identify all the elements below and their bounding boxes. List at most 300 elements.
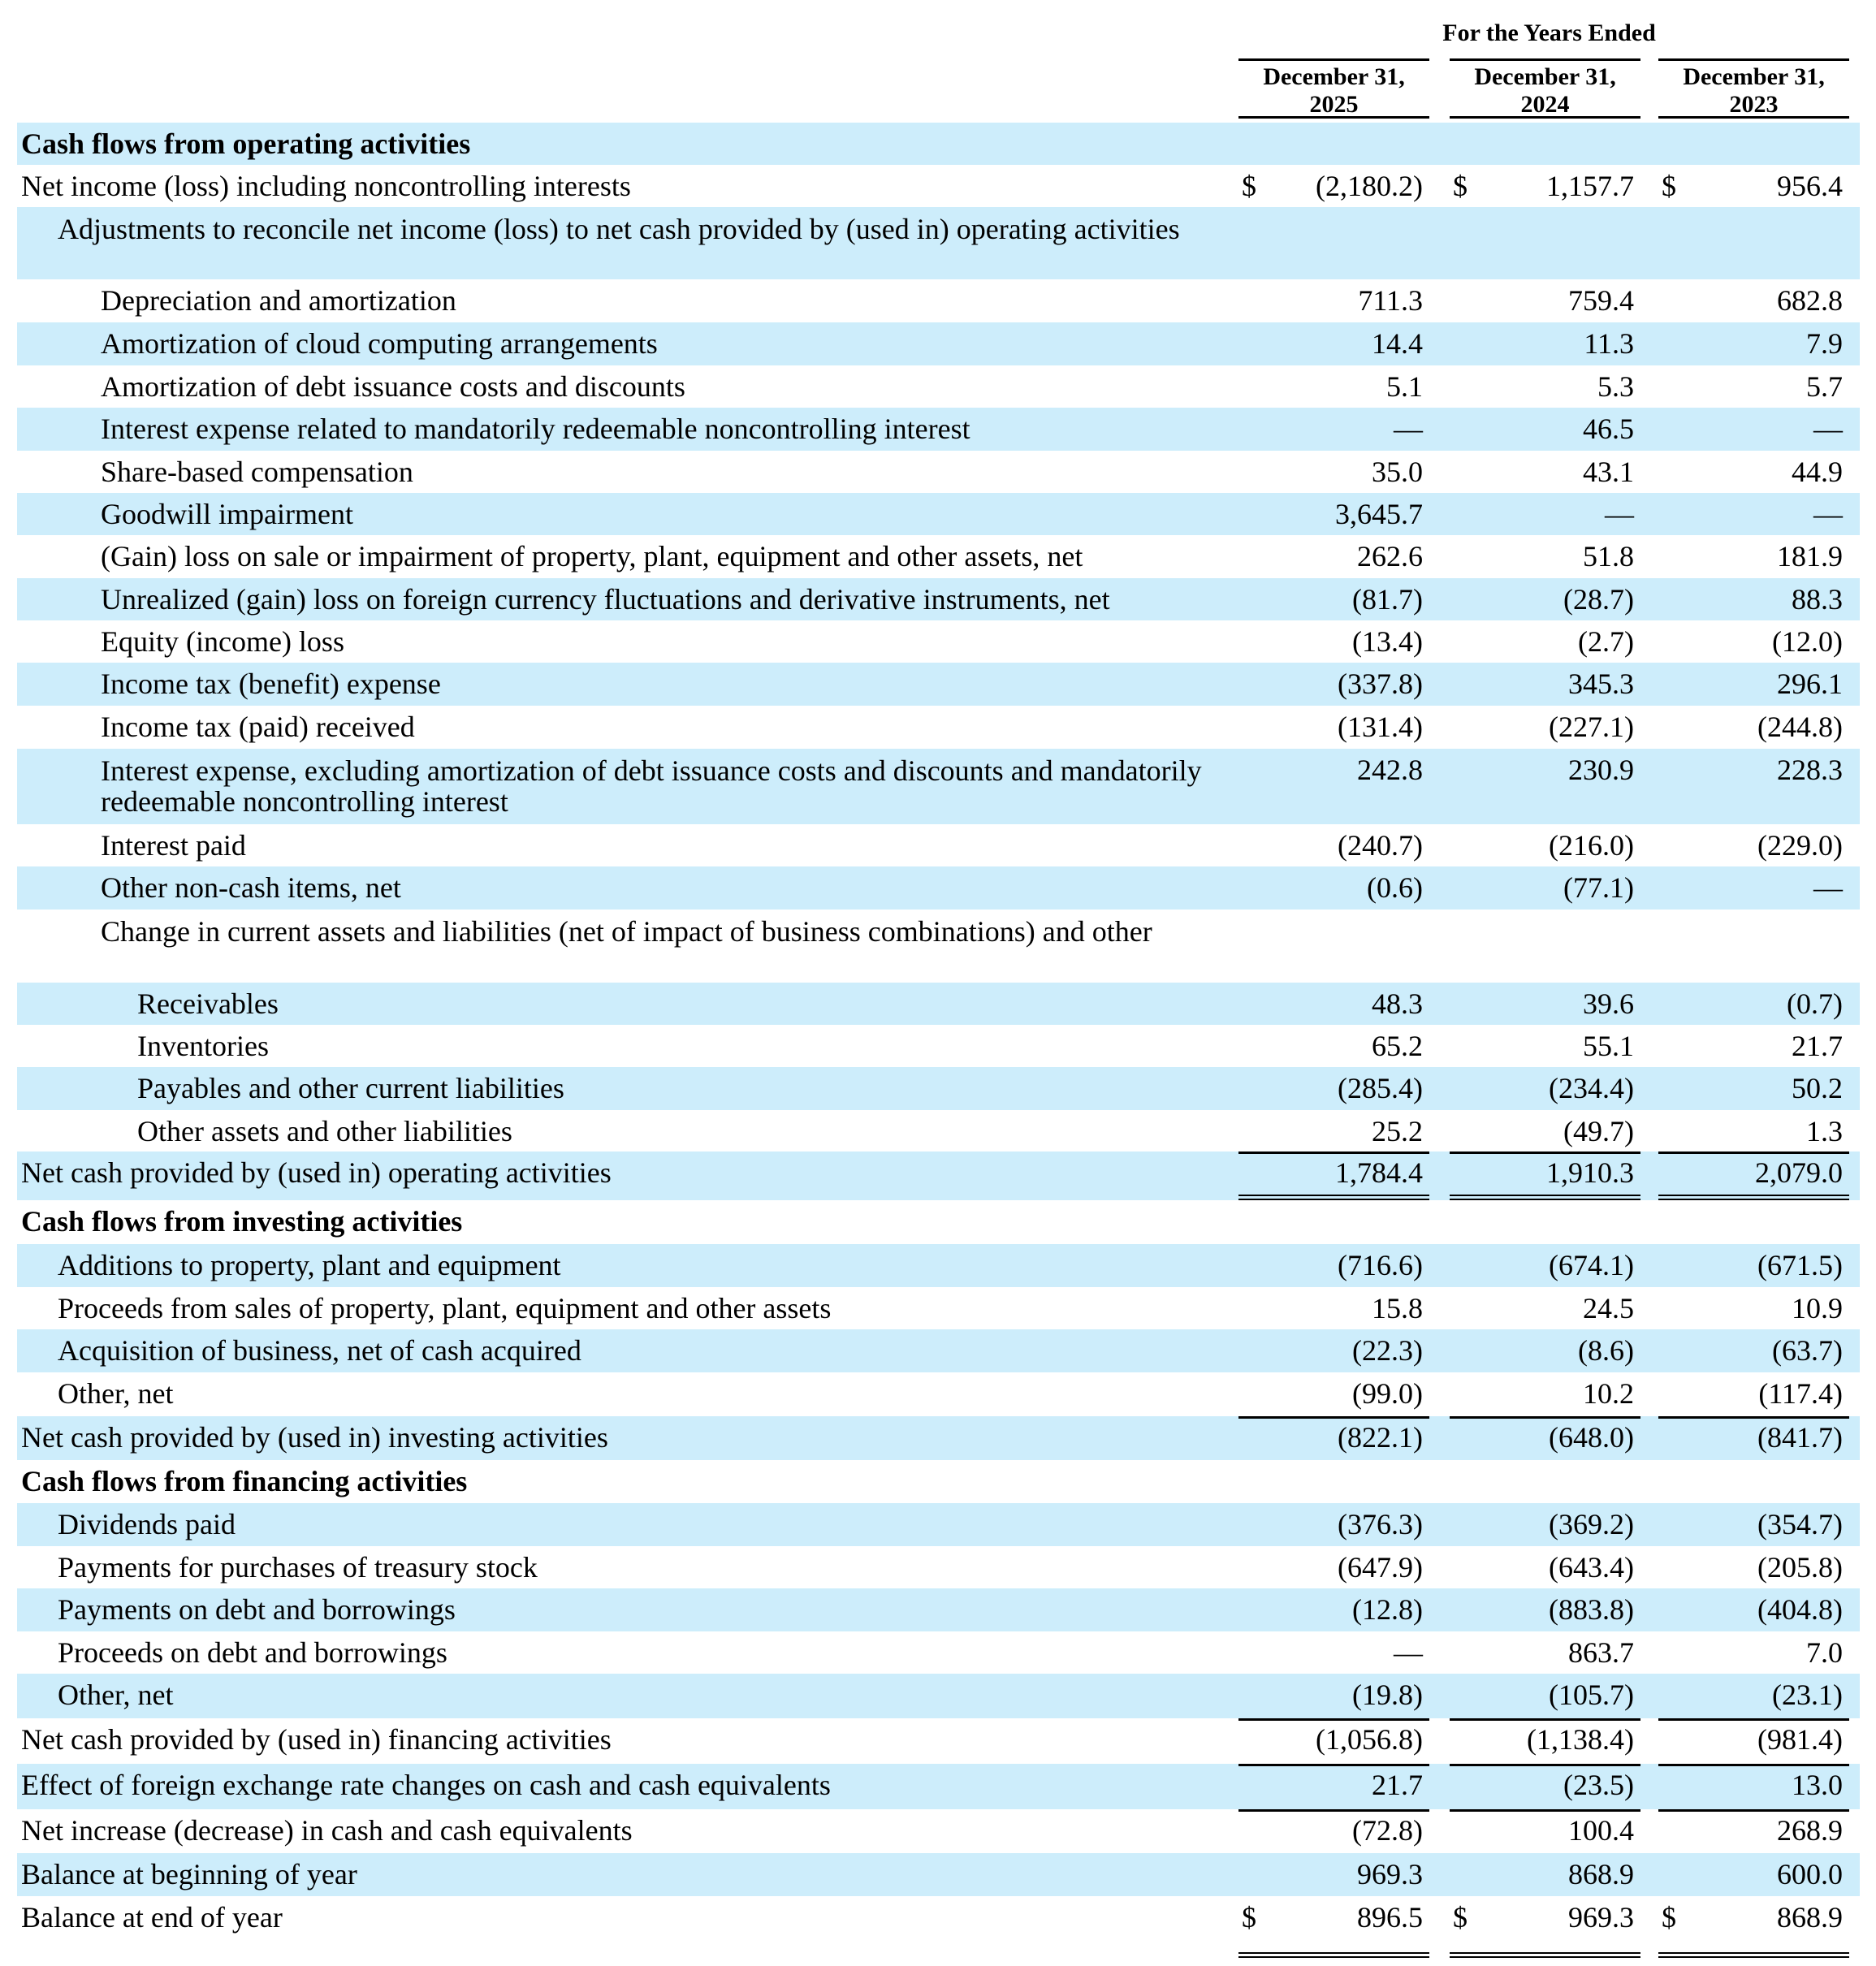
row-label: Dividends paid [58, 1508, 236, 1540]
cell-value: 181.9 [1777, 540, 1843, 573]
cell-value: 863.7 [1568, 1636, 1634, 1669]
row-label: Other non-cash items, net [101, 871, 401, 904]
cell-value: 868.9 [1568, 1858, 1634, 1890]
cell-value: (369.2) [1549, 1508, 1634, 1540]
value-cell [1450, 1674, 1640, 1718]
value-cell [1658, 493, 1849, 535]
value-cell [1658, 535, 1849, 578]
value-cell [1450, 451, 1640, 493]
cell-value: 10.9 [1792, 1292, 1843, 1324]
value-cell [1238, 365, 1429, 408]
table-row [17, 535, 1860, 578]
table-row [17, 1588, 1860, 1631]
cell-value: 43.1 [1583, 456, 1634, 488]
value-cell [1238, 1329, 1429, 1372]
cell-value: — [1813, 498, 1843, 530]
value-cell [1238, 1025, 1429, 1067]
table-row [17, 451, 1860, 493]
cell-value: (841.7) [1757, 1421, 1843, 1454]
cell-value: 262.6 [1357, 540, 1423, 573]
table-row [17, 866, 1860, 910]
table-row [17, 1674, 1860, 1718]
value-cell [1450, 365, 1640, 408]
table-row [17, 1372, 1860, 1416]
cell-value: 24.5 [1583, 1292, 1634, 1324]
cell-value: (19.8) [1352, 1679, 1423, 1711]
table-row [17, 1631, 1860, 1674]
row-label: Receivables [137, 987, 279, 1020]
value-cell [1450, 1110, 1640, 1152]
value-cell [1450, 983, 1640, 1025]
cell-value: (63.7) [1772, 1334, 1843, 1367]
value-cell [1238, 1631, 1429, 1674]
value-cell [1238, 578, 1429, 620]
value-cell [1450, 1631, 1640, 1674]
value-cell [1450, 1896, 1640, 1958]
value-cell [1238, 983, 1429, 1025]
row-label: Amortization of debt issuance costs and discounts [101, 370, 685, 403]
value-cell [1658, 578, 1849, 620]
cell-value: 7.0 [1806, 1636, 1843, 1669]
value-cell [1238, 663, 1429, 706]
cell-value: 51.8 [1583, 540, 1634, 573]
value-cell [1450, 408, 1640, 451]
row-label: (Gain) loss on sale or impairment of property, plant, equipment and other assets, net [101, 540, 1083, 573]
cell-value: 13.0 [1792, 1769, 1843, 1801]
cell-value: 15.8 [1372, 1292, 1423, 1324]
value-cell [1658, 1152, 1849, 1200]
cell-value: 969.3 [1357, 1858, 1423, 1890]
cell-value: 1.3 [1806, 1115, 1843, 1147]
value-cell [1238, 1244, 1429, 1287]
value-cell [1450, 620, 1640, 663]
cell-value: (117.4) [1758, 1377, 1843, 1410]
cell-value: (822.1) [1338, 1421, 1423, 1454]
row-label: Inventories [137, 1030, 269, 1062]
cell-value: (131.4) [1338, 711, 1423, 743]
value-cell [1450, 279, 1640, 322]
value-cell [1658, 322, 1849, 365]
value-cell [1450, 1546, 1640, 1588]
table-row [17, 1025, 1860, 1067]
value-cell [1238, 1372, 1429, 1416]
column-header-2023: December 31, 2023 [1658, 58, 1849, 119]
table-row [17, 1718, 1860, 1764]
table-row [17, 824, 1860, 866]
cell-value: 242.8 [1357, 754, 1423, 786]
cell-value: 296.1 [1777, 668, 1843, 700]
table-row [17, 706, 1860, 749]
value-cell [1450, 706, 1640, 749]
value-cell [1238, 408, 1429, 451]
value-cell [1658, 706, 1849, 749]
cell-value: (99.0) [1352, 1377, 1423, 1410]
value-cell [1450, 1588, 1640, 1631]
row-label: Unrealized (gain) loss on foreign currency fluctuations and derivative instruments, net [101, 583, 1110, 616]
row-label: Net income (loss) including noncontrolling interests [21, 170, 631, 202]
row-label: Depreciation and amortization [101, 284, 456, 317]
row-label: Income tax (benefit) expense [101, 668, 441, 700]
cell-value: 21.7 [1792, 1030, 1843, 1062]
value-cell [1658, 866, 1849, 910]
row-label: Balance at beginning of year [21, 1858, 357, 1890]
cell-value: (671.5) [1757, 1249, 1843, 1281]
table-row [17, 663, 1860, 706]
row-label: Adjustments to reconcile net income (loss) to net cash provided by (used in) operating activities [58, 213, 1180, 245]
cell-value: (105.7) [1549, 1679, 1634, 1711]
value-cell [1450, 1244, 1640, 1287]
cell-value: (981.4) [1757, 1723, 1843, 1756]
cell-value: (216.0) [1549, 829, 1634, 862]
value-cell [1450, 1503, 1640, 1546]
cell-value: (23.5) [1563, 1769, 1634, 1801]
value-cell [1658, 1067, 1849, 1110]
value-cell [1658, 1853, 1849, 1896]
value-cell [1450, 663, 1640, 706]
cell-value: 35.0 [1372, 456, 1423, 488]
table-row [17, 165, 1860, 207]
cell-value: (77.1) [1563, 871, 1634, 904]
cell-value: (643.4) [1549, 1551, 1634, 1584]
cell-value: (205.8) [1757, 1551, 1843, 1584]
currency-symbol: $ [1453, 1901, 1468, 1934]
value-cell [1658, 1718, 1849, 1764]
table-row [17, 1329, 1860, 1372]
cell-value: 100.4 [1568, 1814, 1634, 1847]
cell-value: (1,056.8) [1316, 1723, 1423, 1756]
table-row [17, 1287, 1860, 1329]
cell-value: (13.4) [1352, 625, 1423, 658]
value-cell [1658, 165, 1849, 207]
value-cell [1238, 1853, 1429, 1896]
row-label: Net cash provided by (used in) operating activities [21, 1156, 612, 1189]
value-cell [1450, 824, 1640, 866]
value-cell [1658, 1809, 1849, 1853]
value-cell [1450, 322, 1640, 365]
value-cell [1450, 535, 1640, 578]
cell-value: 600.0 [1777, 1858, 1843, 1890]
section-heading: Cash flows from financing activities [21, 1465, 468, 1497]
value-cell [1658, 1588, 1849, 1631]
value-cell [1238, 1416, 1429, 1460]
cell-value: 21.7 [1372, 1769, 1423, 1801]
row-label: Other, net [58, 1377, 174, 1410]
section-heading: Cash flows from operating activities [21, 127, 471, 160]
table-row [17, 1067, 1860, 1110]
value-cell [1238, 1896, 1429, 1958]
cell-value: 1,784.4 [1335, 1156, 1423, 1189]
row-label: Acquisition of business, net of cash acquired [58, 1334, 581, 1367]
cell-value: (227.1) [1549, 711, 1634, 743]
section-heading: Cash flows from investing activities [21, 1205, 463, 1238]
row-label: Interest expense related to mandatorily redeemable noncontrolling interest [101, 413, 970, 445]
row-label: Payments for purchases of treasury stock [58, 1551, 538, 1584]
value-cell [1450, 1853, 1640, 1896]
row-label: Share-based compensation [101, 456, 413, 488]
value-cell [1238, 706, 1429, 749]
cell-value: 55.1 [1583, 1030, 1634, 1062]
cell-value: — [1394, 413, 1423, 445]
value-cell [1238, 866, 1429, 910]
cell-value: 39.6 [1583, 987, 1634, 1020]
value-cell [1238, 1287, 1429, 1329]
cell-value: 10.2 [1583, 1377, 1634, 1410]
value-cell [1450, 749, 1640, 824]
table-row [17, 207, 1860, 279]
value-cell [1658, 1503, 1849, 1546]
cell-value: — [1394, 1636, 1423, 1669]
table-row [17, 1503, 1860, 1546]
value-cell [1658, 365, 1849, 408]
cell-value: (12.0) [1772, 625, 1843, 658]
value-cell [1238, 1588, 1429, 1631]
row-label: Proceeds on debt and borrowings [58, 1636, 447, 1669]
value-cell [1450, 1416, 1640, 1460]
cell-value: 50.2 [1792, 1072, 1843, 1104]
table-row [17, 365, 1860, 408]
table-row [17, 279, 1860, 322]
table-row [17, 1110, 1860, 1152]
cell-value: 228.3 [1777, 754, 1843, 786]
cell-value: (883.8) [1549, 1593, 1634, 1626]
value-cell [1238, 493, 1429, 535]
table-row [17, 578, 1860, 620]
value-cell [1238, 824, 1429, 866]
cell-value: 268.9 [1777, 1814, 1843, 1847]
table-row [17, 408, 1860, 451]
cell-value: (337.8) [1338, 668, 1423, 700]
value-cell [1450, 1025, 1640, 1067]
currency-symbol: $ [1453, 170, 1468, 202]
cell-value: (285.4) [1338, 1072, 1423, 1104]
cell-value: (49.7) [1563, 1115, 1634, 1147]
cell-value: 345.3 [1568, 668, 1634, 700]
value-cell [1238, 1067, 1429, 1110]
value-cell [1450, 1718, 1640, 1764]
section-heading-row [17, 123, 1860, 165]
value-cell [1658, 1631, 1849, 1674]
row-label: Additions to property, plant and equipment [58, 1249, 561, 1281]
cell-value: 5.7 [1806, 370, 1843, 403]
section-heading-row [17, 1460, 1860, 1503]
cell-value: (354.7) [1757, 1508, 1843, 1540]
value-cell [1658, 663, 1849, 706]
value-cell [1658, 279, 1849, 322]
value-cell [1450, 1809, 1640, 1853]
value-cell [1450, 493, 1640, 535]
value-cell [1238, 1546, 1429, 1588]
row-label: Goodwill impairment [101, 498, 353, 530]
cell-value: 868.9 [1777, 1901, 1843, 1934]
cell-value: (28.7) [1563, 583, 1634, 616]
row-label: Net cash provided by (used in) investing activities [21, 1421, 608, 1454]
cell-value: (240.7) [1338, 829, 1423, 862]
table-row [17, 983, 1860, 1025]
cell-value: (376.3) [1338, 1508, 1423, 1540]
cell-value: 682.8 [1777, 284, 1843, 317]
table-row [17, 1546, 1860, 1588]
cell-value: (716.6) [1338, 1249, 1423, 1281]
value-cell [1658, 1329, 1849, 1372]
table-row [17, 749, 1860, 824]
row-label: Amortization of cloud computing arrangements [101, 327, 658, 360]
cell-value: (0.7) [1787, 987, 1843, 1020]
cell-value: (8.6) [1578, 1334, 1634, 1367]
cell-value: 65.2 [1372, 1030, 1423, 1062]
cell-value: 3,645.7 [1335, 498, 1423, 530]
cell-value: 7.9 [1806, 327, 1843, 360]
section-heading-row [17, 1200, 1860, 1244]
cell-value: (0.6) [1367, 871, 1423, 904]
cell-value: (22.3) [1352, 1334, 1423, 1367]
row-label: Other assets and other liabilities [137, 1115, 512, 1147]
row-label: Income tax (paid) received [101, 711, 415, 743]
currency-symbol: $ [1662, 1901, 1676, 1934]
row-label: Net cash provided by (used in) financing activities [21, 1723, 612, 1756]
table-row [17, 493, 1860, 535]
value-cell [1658, 1287, 1849, 1329]
row-label: Proceeds from sales of property, plant, equipment and other assets [58, 1292, 832, 1324]
value-cell [1658, 1896, 1849, 1958]
cell-value: 14.4 [1372, 327, 1423, 360]
value-cell [1238, 620, 1429, 663]
value-cell [1238, 165, 1429, 207]
cell-value: (2,180.2) [1316, 170, 1423, 202]
cell-value: 11.3 [1584, 327, 1634, 360]
value-cell [1238, 1718, 1429, 1764]
value-cell [1450, 1372, 1640, 1416]
row-label: Payments on debt and borrowings [58, 1593, 456, 1626]
cell-value: (647.9) [1338, 1551, 1423, 1584]
cell-value: (23.1) [1772, 1679, 1843, 1711]
cell-value: 88.3 [1792, 583, 1843, 616]
value-cell [1238, 1110, 1429, 1152]
cell-value: (81.7) [1352, 583, 1423, 616]
value-cell [1238, 749, 1429, 824]
value-cell [1238, 322, 1429, 365]
cell-value: — [1813, 413, 1843, 445]
value-cell [1450, 1287, 1640, 1329]
cell-value: — [1813, 871, 1843, 904]
cell-value: 25.2 [1372, 1115, 1423, 1147]
value-cell [1238, 535, 1429, 578]
cell-value: (1,138.4) [1527, 1723, 1634, 1756]
value-cell [1658, 408, 1849, 451]
value-cell [1450, 165, 1640, 207]
cell-value: (72.8) [1352, 1814, 1423, 1847]
value-cell [1658, 1110, 1849, 1152]
cell-value: (229.0) [1757, 829, 1843, 862]
value-cell [1658, 1244, 1849, 1287]
table-row [17, 910, 1860, 983]
cell-value: 2,079.0 [1755, 1156, 1843, 1189]
row-label: Interest expense, excluding amortization of debt issuance costs and discounts and mandatorily redeemable noncontrolling interest [101, 754, 1202, 818]
row-label: Equity (income) loss [101, 625, 344, 658]
cash-flow-statement [17, 0, 1860, 1934]
row-label: Effect of foreign exchange rate changes on cash and cash equivalents [21, 1769, 831, 1801]
cell-value: (674.1) [1549, 1249, 1634, 1281]
cell-value: 711.3 [1358, 284, 1423, 317]
currency-symbol: $ [1242, 170, 1256, 202]
period-title: For the Years Ended [1442, 19, 1656, 46]
cell-value: 1,910.3 [1546, 1156, 1634, 1189]
cell-value: (12.8) [1352, 1593, 1423, 1626]
value-cell [1658, 1674, 1849, 1718]
value-cell [1450, 866, 1640, 910]
cell-value: — [1605, 498, 1634, 530]
value-cell [1238, 1674, 1429, 1718]
value-cell [1238, 1152, 1429, 1200]
cell-value: 759.4 [1568, 284, 1634, 317]
cell-value: (234.4) [1549, 1072, 1634, 1104]
cell-value: (404.8) [1757, 1593, 1843, 1626]
row-label: Other, net [58, 1679, 174, 1711]
value-cell [1238, 1503, 1429, 1546]
cell-value: 1,157.7 [1546, 170, 1634, 202]
table-header [17, 0, 1860, 123]
value-cell [1450, 1329, 1640, 1372]
table-row [17, 322, 1860, 365]
value-cell [1658, 1372, 1849, 1416]
column-header-2024: December 31, 2024 [1450, 58, 1640, 119]
row-label: Change in current assets and liabilities (net of impact of business combinations) and other [101, 915, 1152, 948]
cell-value: 46.5 [1583, 413, 1634, 445]
cell-value: (648.0) [1549, 1421, 1634, 1454]
value-cell [1238, 451, 1429, 493]
row-label: Balance at end of year [21, 1901, 283, 1934]
currency-symbol: $ [1662, 170, 1676, 202]
table-row [17, 1809, 1860, 1853]
cell-value: 230.9 [1568, 754, 1634, 786]
value-cell [1658, 983, 1849, 1025]
table-row [17, 1764, 1860, 1809]
value-cell [1450, 1067, 1640, 1110]
value-cell [1450, 578, 1640, 620]
row-label: Payables and other current liabilities [137, 1072, 564, 1104]
cell-value: (2.7) [1578, 625, 1634, 658]
value-cell [1658, 1546, 1849, 1588]
value-cell [1658, 1764, 1849, 1809]
value-cell [1238, 1764, 1429, 1809]
cell-value: 5.1 [1386, 370, 1423, 403]
value-cell [1658, 1025, 1849, 1067]
table-row [17, 1244, 1860, 1287]
table-row [17, 1896, 1860, 1958]
cell-value: (244.8) [1757, 711, 1843, 743]
row-label: Interest paid [101, 829, 246, 862]
currency-symbol: $ [1242, 1901, 1256, 1934]
value-cell [1450, 1764, 1640, 1809]
value-cell [1238, 279, 1429, 322]
value-cell [1658, 451, 1849, 493]
value-cell [1450, 1152, 1640, 1200]
table-row [17, 620, 1860, 663]
value-cell [1658, 824, 1849, 866]
cell-value: 896.5 [1357, 1901, 1423, 1934]
column-header-2025: December 31, 2025 [1238, 58, 1429, 119]
cell-value: 956.4 [1777, 170, 1843, 202]
row-label: Net increase (decrease) in cash and cash equivalents [21, 1814, 633, 1847]
table-row [17, 1416, 1860, 1460]
value-cell [1658, 620, 1849, 663]
cell-value: 48.3 [1372, 987, 1423, 1020]
cell-value: 969.3 [1568, 1901, 1634, 1934]
cell-value: 44.9 [1792, 456, 1843, 488]
cell-value: 5.3 [1597, 370, 1634, 403]
table-row [17, 1152, 1860, 1200]
value-cell [1238, 1809, 1429, 1853]
value-cell [1658, 1416, 1849, 1460]
